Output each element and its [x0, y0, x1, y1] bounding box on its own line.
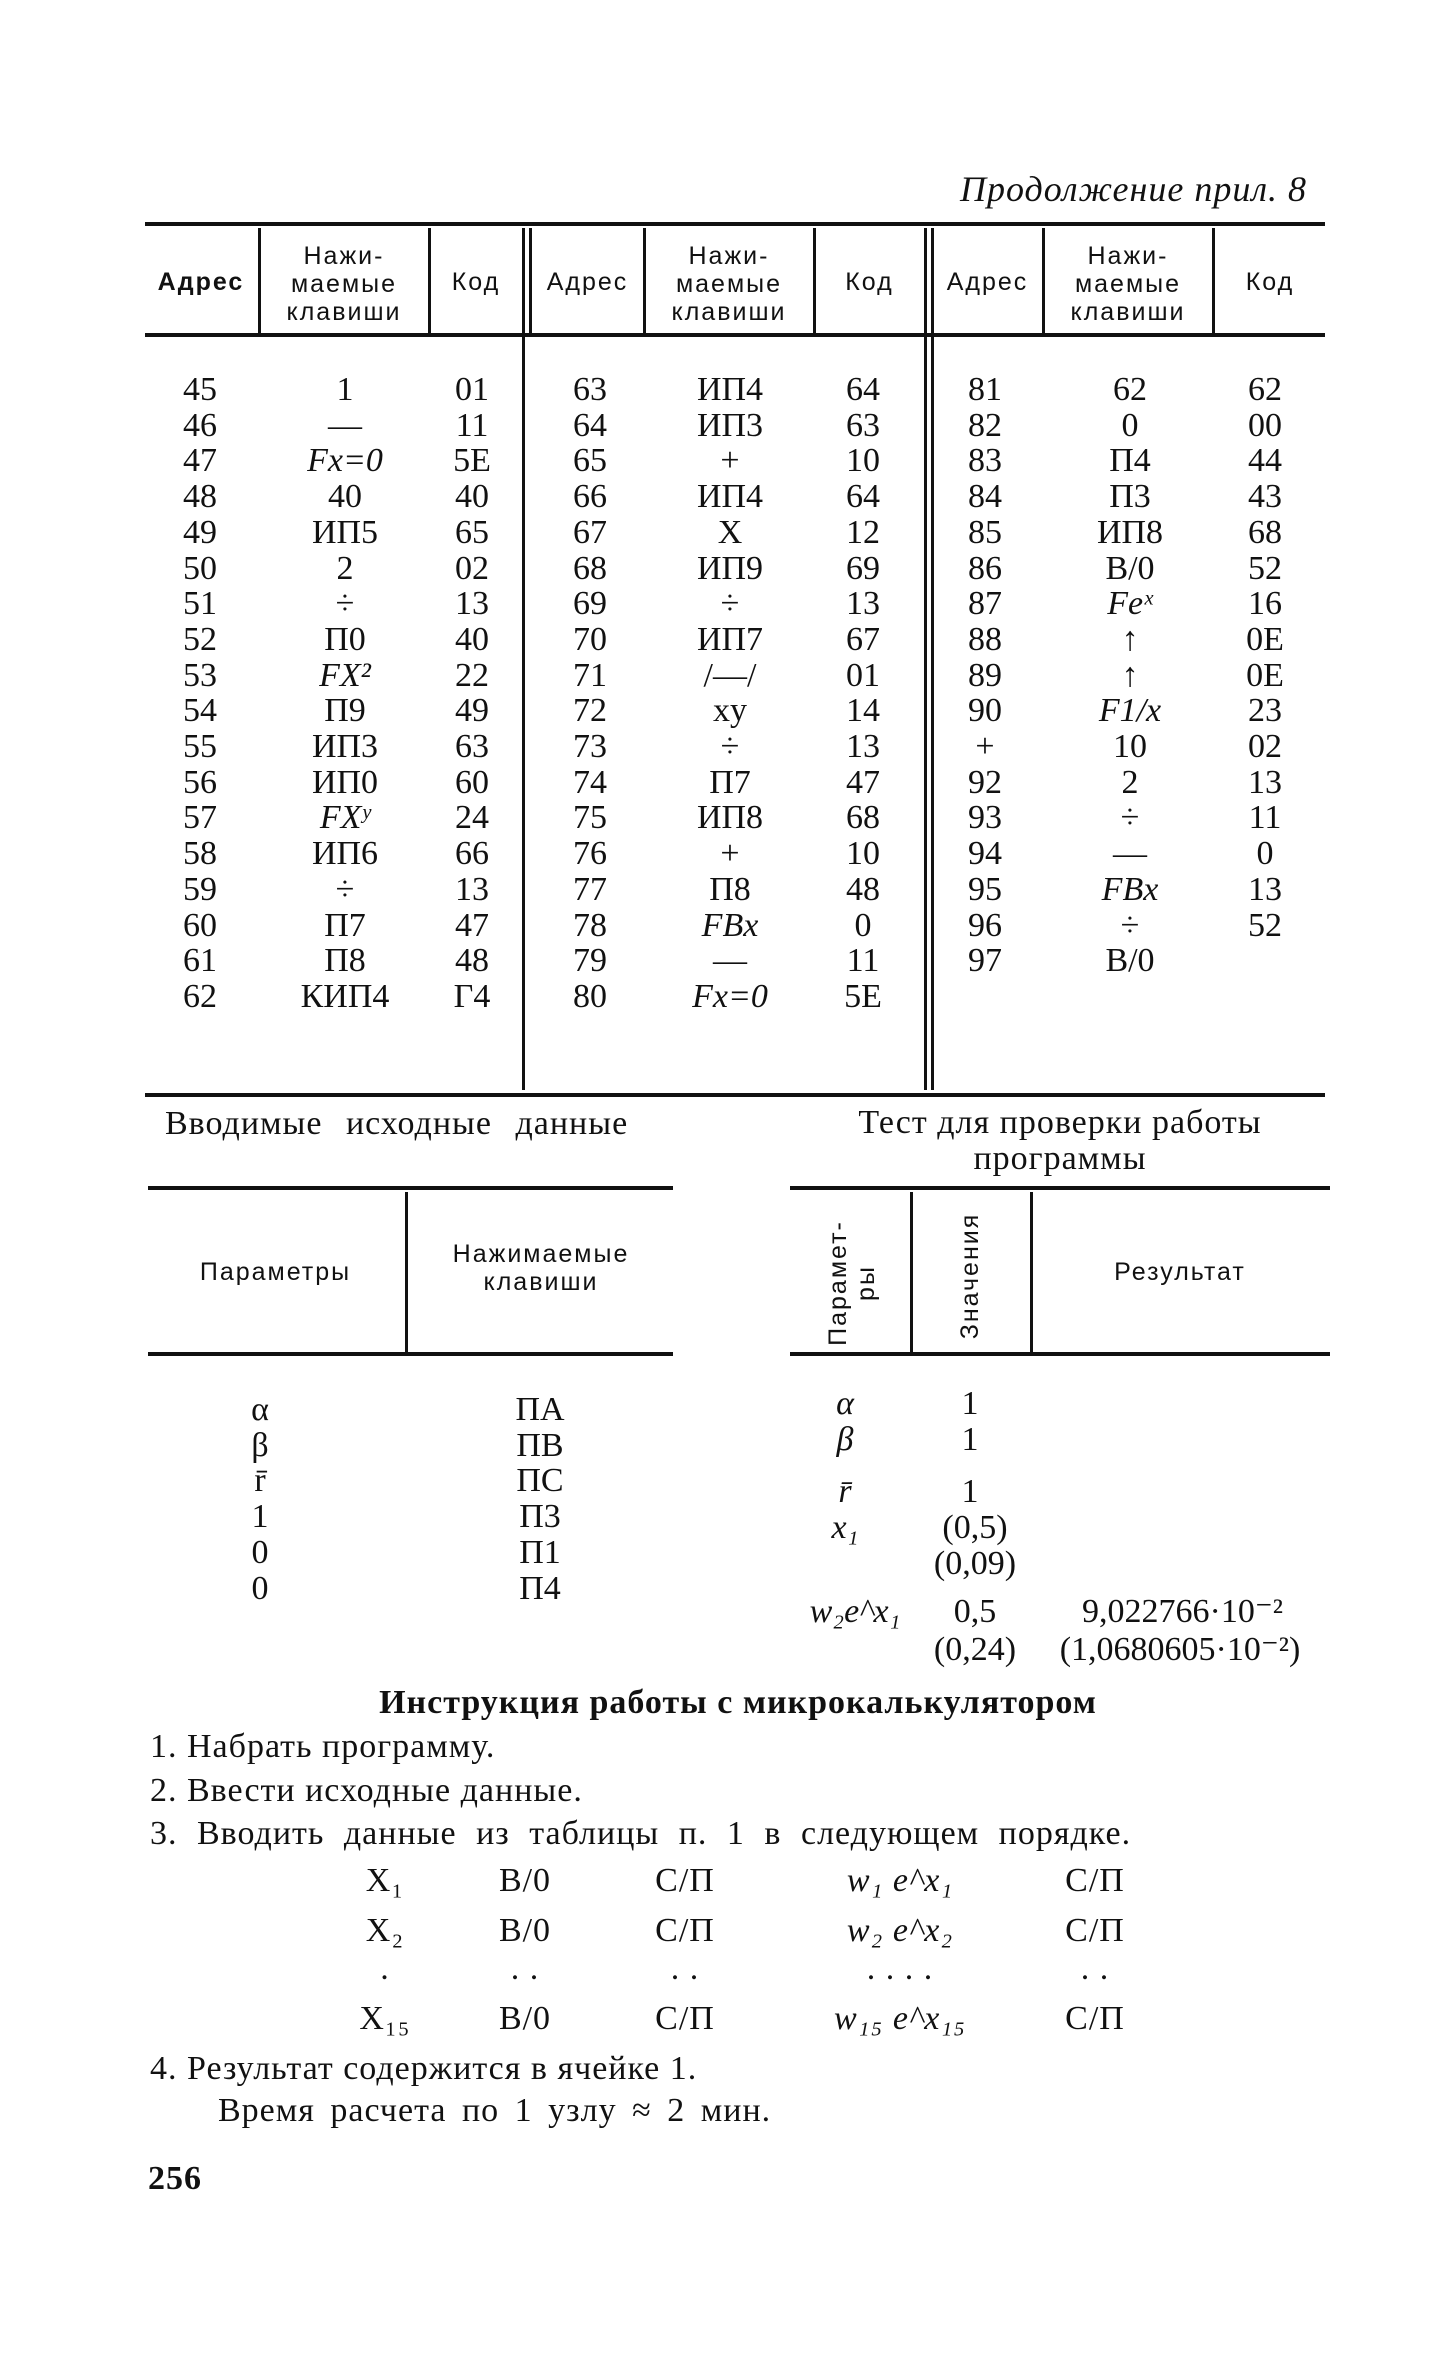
table-cell: 75 [573, 799, 607, 837]
table-cell: α [251, 1391, 269, 1428]
input-keys-column [480, 1392, 600, 1606]
test-top-rule [790, 1186, 1330, 1190]
block2-code-column [818, 372, 908, 1015]
table-cell: ↑ [1121, 656, 1139, 694]
test-result: (1,0680605·10⁻²) [1059, 1631, 1301, 1668]
sequence-cell: . . [670, 1950, 700, 1987]
table-cell: 02 [1248, 728, 1282, 766]
running-title: Продолжение прил. 8 [960, 169, 1308, 209]
table-cell: 62 [183, 977, 217, 1015]
table-cell: ИП4 [696, 478, 764, 516]
table-cell: 12 [846, 513, 880, 551]
table-cell: 14 [846, 692, 880, 730]
table-cell: ÷ [335, 585, 355, 623]
instruction-step: 3. Вводить данные из таблицы п. 1 в следующем порядке. [150, 1815, 1132, 1852]
sequence-cell: . . . . [866, 1950, 934, 1987]
table-cell: ПА [515, 1391, 565, 1428]
table-cell: 49 [183, 513, 217, 551]
table-cell: ÷ [720, 585, 740, 623]
table-cell: 43 [1248, 478, 1282, 516]
table-cell: В/0 [1105, 549, 1155, 587]
table-cell: ИП4 [696, 371, 764, 408]
table-cell: 82 [968, 406, 1002, 444]
table-cell: П7 [709, 763, 751, 801]
table-cell: П8 [324, 942, 366, 980]
table-cell: 90 [968, 692, 1002, 730]
input-header-rule [148, 1352, 673, 1356]
table-cell: 85 [968, 513, 1002, 551]
sequence-cell: С/П [655, 2000, 715, 2037]
sequence-cell: w₁₅ e^x₁₅ [834, 2000, 966, 2037]
table-cell: П7 [324, 906, 366, 944]
table-cell: 96 [968, 906, 1002, 944]
table-cell: 11 [1248, 799, 1282, 837]
table-cell: 23 [1248, 692, 1282, 730]
table-cell: 02 [455, 549, 489, 587]
table-cell: 87 [968, 585, 1002, 623]
table-cell: ИП8 [1096, 513, 1164, 551]
header-code: Код [451, 268, 501, 296]
sequence-cell: В/0 [498, 2000, 552, 2037]
table-cell: 01 [846, 656, 880, 694]
table-cell: П0 [324, 620, 366, 658]
table-cell: 68 [573, 549, 607, 587]
table-cell: β [251, 1426, 269, 1464]
table-cell: 22 [455, 656, 489, 694]
table-cell: 79 [573, 942, 607, 980]
col-divider [428, 228, 431, 333]
table-cell: 1 [336, 371, 354, 408]
table-cell: 51 [183, 585, 217, 623]
table-cell: 0 [251, 1569, 269, 1607]
table-cell: 58 [183, 835, 217, 873]
header-keys: Нажи- маемые клавиши [671, 242, 787, 326]
table-cell: 40 [455, 620, 489, 658]
block2-address-column [540, 372, 640, 1015]
table-cell: 5E [844, 977, 882, 1015]
table-cell: 0E [1246, 656, 1284, 694]
input-data-title: Вводимые исходные данные [165, 1105, 629, 1142]
sequence-cell: В/0 [498, 1912, 552, 1949]
sequence-cell: . . [510, 1950, 540, 1987]
sequence-cell: С/П [1065, 1862, 1125, 1899]
table-cell: ПС [516, 1462, 564, 1500]
table-cell: 45 [183, 371, 217, 408]
table-cell: 13 [846, 585, 880, 623]
test-value: (0,24) [933, 1631, 1017, 1668]
table-cell: 67 [573, 513, 607, 551]
table-cell: 80 [573, 977, 607, 1015]
table-cell: 48 [846, 870, 880, 908]
table-cell: ПВ [516, 1426, 564, 1464]
table-cell: — [1113, 835, 1147, 873]
table-cell: Feˣ [1107, 585, 1153, 623]
table-cell: + [720, 442, 740, 480]
test-value: (0,09) [933, 1545, 1017, 1582]
table-cell: 01 [455, 371, 489, 408]
table-cell: 48 [455, 942, 489, 980]
table-cell: 16 [1248, 585, 1282, 623]
table-cell: Г4 [453, 977, 491, 1015]
table-cell: ИП8 [696, 799, 764, 837]
table-cell: 11 [455, 406, 489, 444]
table-cell: 52 [183, 620, 217, 658]
table-cell: 64 [846, 371, 880, 408]
table-cell: П4 [519, 1569, 561, 1607]
sequence-cell: В/0 [498, 1862, 552, 1899]
table-cell: 78 [573, 906, 607, 944]
sequence-cell: X₁ [365, 1862, 405, 1899]
table-cell: 94 [968, 835, 1002, 873]
table-cell: FXʸ [319, 799, 371, 837]
table-cell: 68 [846, 799, 880, 837]
table-cell: 63 [573, 371, 607, 408]
header-address: Адрес [157, 268, 245, 296]
table-cell: КИП4 [300, 977, 390, 1015]
table-cell: 10 [846, 835, 880, 873]
input-top-rule [148, 1186, 673, 1190]
sequence-cell: w₂ e^x₂ [846, 1912, 954, 1949]
table-cell: 52 [1248, 549, 1282, 587]
table-cell: 69 [573, 585, 607, 623]
table-cell: 88 [968, 620, 1002, 658]
table-cell: 5E [453, 442, 491, 480]
table-cell: П3 [519, 1498, 561, 1536]
test-header-values: Значения [956, 1212, 984, 1340]
sequence-cell: С/П [655, 1862, 715, 1899]
sequence-cell: С/П [1065, 2000, 1125, 2037]
block-divider [529, 228, 532, 333]
table-cell: 92 [968, 763, 1002, 801]
table-cell: 0 [854, 906, 872, 944]
table-cell: xy [713, 692, 747, 730]
table-cell: 24 [455, 799, 489, 837]
table-cell: ИП6 [311, 835, 379, 873]
calculation-time: Время расчета по 1 узлу ≈ 2 мин. [218, 2092, 772, 2129]
table-cell: 65 [455, 513, 489, 551]
table-cell: 62 [1248, 371, 1282, 408]
page-number: 256 [148, 2160, 202, 2197]
block2-keys-column [650, 372, 810, 1015]
table-cell: 73 [573, 728, 607, 766]
sequence-cell: X₁₅ [359, 2000, 411, 2037]
table-cell: X [717, 513, 743, 551]
test-param: β [836, 1421, 854, 1458]
table-cell: П4 [1109, 442, 1151, 480]
table-cell: 56 [183, 763, 217, 801]
table-cell: 76 [573, 835, 607, 873]
test-value: 1 [961, 1421, 979, 1458]
header-keys: Нажи- маемые клавиши [1070, 242, 1186, 326]
input-header-keys: Нажимаемые клавиши [452, 1240, 630, 1296]
table-cell: 95 [968, 870, 1002, 908]
sequence-cell: w₁ e^x₁ [846, 1862, 954, 1899]
table-cell: 61 [183, 942, 217, 980]
table-cell: r̄ [254, 1462, 266, 1500]
table-cell: 13 [846, 728, 880, 766]
sequence-cell: . . [1080, 1950, 1110, 1987]
sequence-cell: С/П [1065, 1912, 1125, 1949]
input-params-column [200, 1392, 320, 1606]
test-header-result: Результат [1114, 1258, 1246, 1286]
table-cell: 68 [1248, 513, 1282, 551]
block1-address-column [150, 372, 250, 1015]
table-cell: 55 [183, 728, 217, 766]
test-title: Тест для проверки работы программы [858, 1104, 1262, 1177]
col-divider [813, 228, 816, 333]
test-col-divider [1030, 1192, 1033, 1352]
table-cell: 69 [846, 549, 880, 587]
table-cell: 49 [455, 692, 489, 730]
table-cell: Fx=0 [692, 977, 768, 1015]
test-value: (0,5) [942, 1509, 1008, 1546]
test-header-params: Парамет- ры [824, 1220, 880, 1346]
table-cell: ИП3 [696, 406, 764, 444]
test-result: 9,022766·10⁻² [1082, 1593, 1283, 1630]
instruction-step: 1. Набрать программу. [150, 1728, 496, 1765]
table-cell: 57 [183, 799, 217, 837]
block-divider [924, 228, 927, 1090]
col-divider [1212, 228, 1215, 333]
table-cell: 13 [455, 585, 489, 623]
block3-keys-column [1050, 372, 1210, 979]
test-param: x₁ [831, 1509, 859, 1546]
test-param: r̄ [838, 1473, 852, 1510]
header-keys: Нажи- маемые клавиши [286, 242, 402, 326]
input-header-params: Параметры [199, 1258, 352, 1286]
table-cell: 66 [573, 478, 607, 516]
table-cell: 0 [1256, 835, 1274, 873]
table-cell: — [713, 942, 747, 980]
table-cell: 83 [968, 442, 1002, 480]
table-cell: 71 [573, 656, 607, 694]
table-cell: FX² [319, 656, 371, 694]
table-cell: 60 [183, 906, 217, 944]
table-cell: 66 [455, 835, 489, 873]
header-address: Адрес [946, 268, 1029, 296]
table-cell: В/0 [1105, 942, 1155, 980]
table-cell: 59 [183, 870, 217, 908]
table-cell: 47 [455, 906, 489, 944]
test-param: w₂e^x₁ [809, 1593, 901, 1630]
table-cell: 1 [251, 1498, 269, 1536]
block-divider [522, 228, 525, 1090]
table-cell: ИП0 [311, 763, 379, 801]
table-cell: 70 [573, 620, 607, 658]
table-cell: 40 [328, 478, 362, 516]
table-cell: Fx=0 [307, 442, 383, 480]
block1-keys-column [265, 372, 425, 1015]
table-cell: 44 [1248, 442, 1282, 480]
table-cell: 11 [846, 942, 880, 980]
test-value: 1 [961, 1385, 979, 1422]
table-bottom-rule [145, 1093, 1325, 1097]
col-divider [258, 228, 261, 333]
test-param: α [836, 1385, 854, 1422]
table-cell: 52 [1248, 906, 1282, 944]
table-cell: 72 [573, 692, 607, 730]
sequence-cell: С/П [655, 1912, 715, 1949]
test-value: 0,5 [953, 1593, 997, 1630]
table-cell: ↑ [1121, 620, 1139, 658]
table-cell: /—/ [703, 656, 757, 694]
block3-address-column [935, 372, 1035, 979]
table-cell: 63 [455, 728, 489, 766]
table-cell: + [975, 728, 995, 766]
table-cell: ÷ [720, 728, 740, 766]
block1-code-column [432, 372, 512, 1015]
table-cell: П1 [519, 1533, 561, 1571]
table-cell: FBx [701, 906, 759, 944]
table-cell: 84 [968, 478, 1002, 516]
table-cell: 0E [1246, 620, 1284, 658]
sequence-cell: X₂ [365, 1912, 405, 1949]
table-cell: 64 [846, 478, 880, 516]
table-cell: ÷ [1120, 906, 1140, 944]
test-col-divider [910, 1192, 913, 1352]
table-cell: 67 [846, 620, 880, 658]
table-cell: 54 [183, 692, 217, 730]
table-cell: 65 [573, 442, 607, 480]
instruction-step: 2. Ввести исходные данные. [150, 1772, 583, 1809]
table-cell: 97 [968, 942, 1002, 980]
table-cell: 2 [1121, 763, 1139, 801]
block-divider [931, 228, 934, 1090]
table-cell: П8 [709, 870, 751, 908]
instructions-title: Инструкция работы с микрокалькулятором [379, 1684, 1097, 1721]
table-cell: 62 [1113, 371, 1147, 408]
table-cell: 13 [1248, 870, 1282, 908]
header-code: Код [845, 268, 894, 296]
table-cell: 48 [183, 478, 217, 516]
table-cell: 46 [183, 406, 217, 444]
table-cell: 0 [251, 1533, 269, 1571]
table-cell: ÷ [335, 870, 355, 908]
block3-code-column [1215, 372, 1315, 943]
table-cell: 74 [573, 763, 607, 801]
table-cell: ИП3 [311, 728, 379, 766]
test-value: 1 [961, 1473, 979, 1510]
table-cell: 89 [968, 656, 1002, 694]
table-cell: 50 [183, 549, 217, 587]
input-col-divider [405, 1192, 408, 1352]
table-cell: 60 [455, 763, 489, 801]
table-cell: 2 [336, 549, 354, 587]
table-cell: 10 [1113, 728, 1147, 766]
table-header-rule [145, 333, 1325, 337]
table-cell: ИП7 [696, 620, 764, 658]
table-cell: П9 [324, 692, 366, 730]
table-cell: ÷ [1120, 799, 1140, 837]
table-cell: 0 [1121, 406, 1139, 444]
table-cell: 10 [846, 442, 880, 480]
header-code: Код [1245, 268, 1295, 296]
table-cell: ИП5 [311, 513, 379, 551]
table-cell: 00 [1248, 406, 1282, 444]
table-cell: F1/x [1098, 692, 1162, 730]
table-cell: ИП9 [696, 549, 764, 587]
table-cell: 77 [573, 870, 607, 908]
table-top-rule [145, 222, 1325, 226]
sequence-cell: . [380, 1950, 390, 1987]
table-cell: FBx [1101, 870, 1159, 908]
col-divider [643, 228, 646, 333]
header-address: Адрес [546, 268, 629, 296]
table-cell: + [720, 835, 740, 873]
table-cell: 81 [968, 371, 1002, 408]
table-cell: — [328, 406, 362, 444]
instruction-step: 4. Результат содержится в ячейке 1. [150, 2050, 698, 2087]
table-cell: 13 [1248, 763, 1282, 801]
table-cell: 40 [455, 478, 489, 516]
table-cell: 86 [968, 549, 1002, 587]
table-cell: 53 [183, 656, 217, 694]
table-cell: 47 [846, 763, 880, 801]
table-cell: П3 [1109, 478, 1151, 516]
col-divider [1042, 228, 1045, 333]
table-cell: 64 [573, 406, 607, 444]
table-cell: 93 [968, 799, 1002, 837]
table-cell: 47 [183, 442, 217, 480]
table-cell: 63 [846, 406, 880, 444]
table-cell: 13 [455, 870, 489, 908]
